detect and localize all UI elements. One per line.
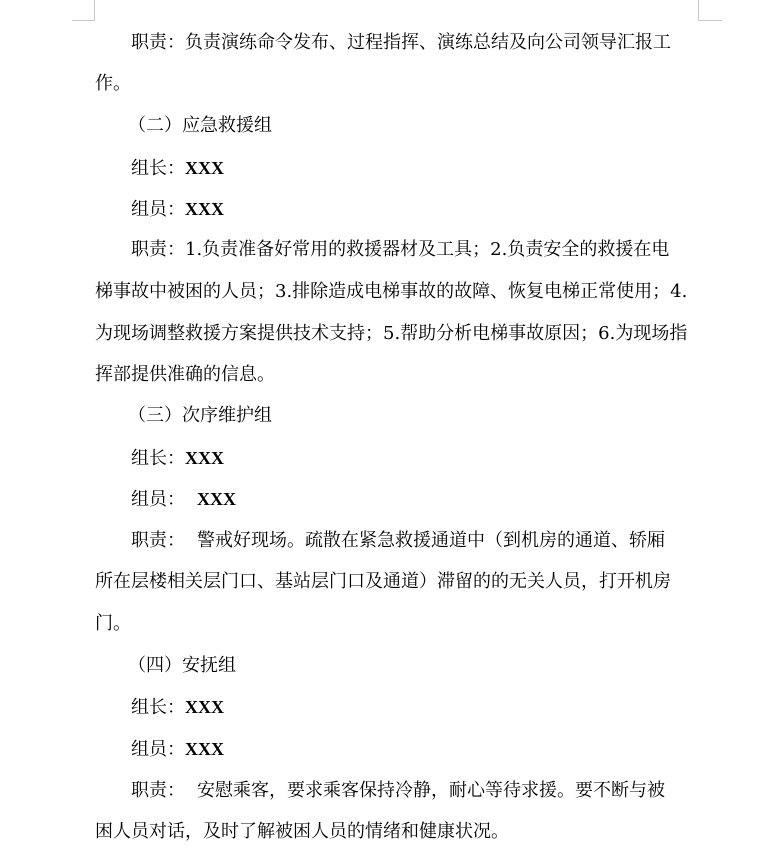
paragraph-line: 职责： 安慰乘客，要求乘客保持冷静，耐心等待求援。要不断与被 (131, 780, 665, 801)
crop-mark-right-horizontal (698, 20, 722, 21)
member-line: 组员：XXX (131, 739, 224, 760)
paragraph-line: 职责：负责演练命令发布、过程指挥、演练总结及向公司领导汇报工 (131, 32, 671, 53)
leader-line: 组长：XXX (131, 448, 224, 469)
paragraph-line: 困人员对话，及时了解被困人员的情绪和健康状况。 (95, 821, 509, 842)
section-heading: （二）应急救援组 (128, 115, 272, 136)
section-heading: （四）安抚组 (128, 655, 236, 676)
crop-mark-right-vertical (698, 0, 699, 20)
crop-mark-left-horizontal (72, 20, 95, 21)
member-line: 组员：XXX (131, 199, 224, 220)
paragraph-line: 职责： 警戒好现场。疏散在紧急救援通道中（到机房的通道、轿厢 (131, 530, 665, 551)
paragraph-line: 门。 (95, 613, 131, 634)
member-line: 组员： XXX (131, 489, 236, 510)
crop-mark-left-vertical (94, 0, 95, 20)
section-heading: （三）次序维护组 (128, 405, 272, 426)
paragraph-line: 挥部提供准确的信息。 (95, 364, 275, 385)
paragraph-line: 为现场调整救援方案提供技术支持；5.帮助分析电梯事故原因；6.为现场指 (95, 323, 688, 344)
paragraph-line: 职责：1.负责准备好常用的救援器材及工具；2.负责安全的救援在电 (131, 239, 670, 260)
leader-line: 组长：XXX (131, 158, 224, 179)
paragraph-line: 梯事故中被困的人员；3.排除造成电梯事故的故障、恢复电梯正常使用；4. (95, 281, 688, 302)
paragraph-line: 作。 (95, 73, 131, 94)
paragraph-line: 所在层楼相关层门口、基站层门口及通道）滞留的的无关人员，打开机房 (95, 571, 671, 592)
leader-line: 组长：XXX (131, 697, 224, 718)
